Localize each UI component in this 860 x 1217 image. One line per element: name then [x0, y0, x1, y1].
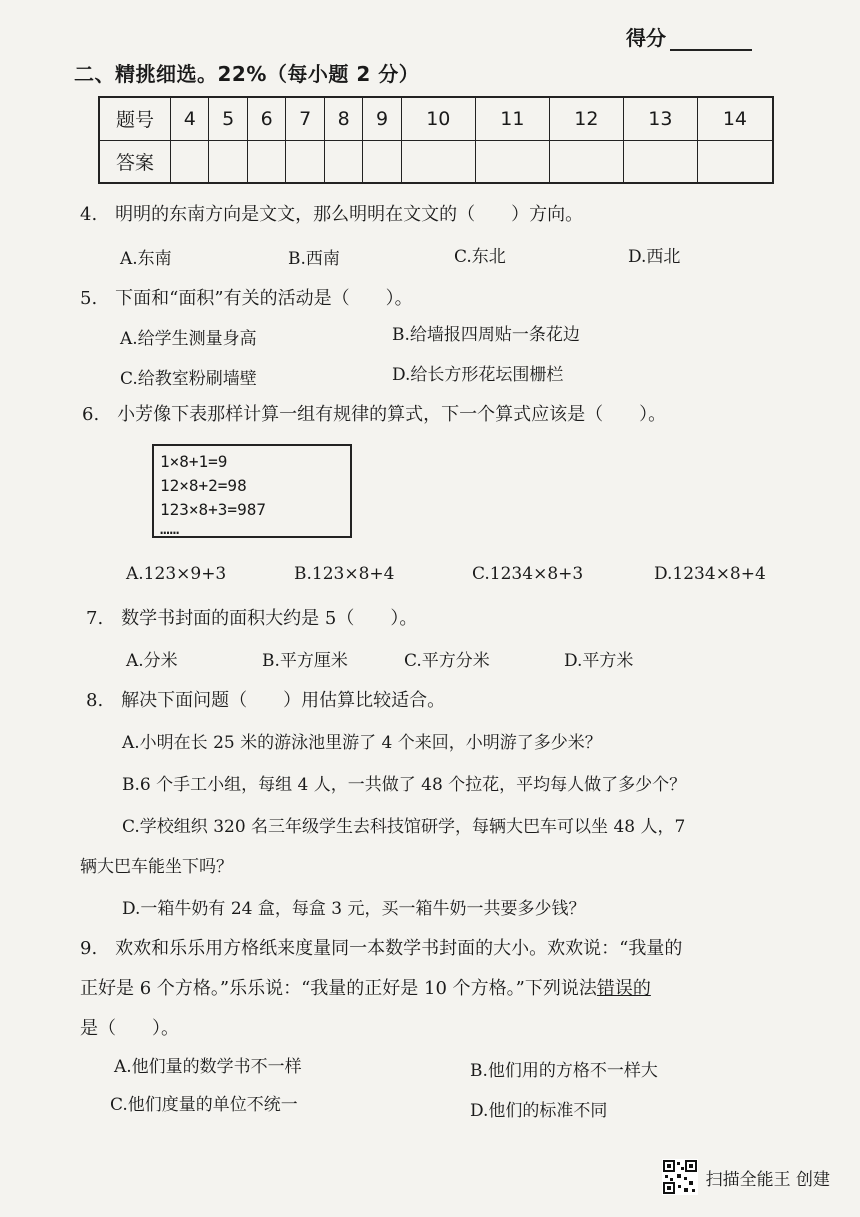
table-cell: 5: [209, 97, 247, 140]
answer-cell[interactable]: [171, 140, 209, 183]
option-b[interactable]: B.他们用的方格不一样大: [470, 1061, 658, 1081]
question-4: 4. 明明的东南方向是文文，那么明明在文文的（ ）方向。: [80, 204, 584, 225]
table-cell: 14: [697, 97, 773, 140]
answer-cell[interactable]: [324, 140, 362, 183]
option-d[interactable]: D.给长方形花坛围栅栏: [392, 365, 564, 385]
answer-cell[interactable]: [286, 140, 324, 183]
answer-cell[interactable]: [697, 140, 773, 183]
table-cell: 12: [549, 97, 623, 140]
question-9-line: 是（ ）。: [80, 1018, 179, 1039]
table-row: [99, 97, 773, 140]
option-c-continued: 辆大巴车能坐下吗？: [80, 857, 233, 877]
answer-cell[interactable]: [623, 140, 697, 183]
option-a[interactable]: A.给学生测量身高: [120, 329, 257, 349]
option-d[interactable]: D.平方米: [564, 651, 634, 671]
formula-line: ……: [160, 519, 180, 538]
option-c[interactable]: C.平方分米: [404, 651, 490, 671]
option-a[interactable]: A.分米: [126, 651, 178, 671]
scanner-watermark: [662, 1159, 830, 1195]
table-cell: 8: [324, 97, 362, 140]
answer-cell[interactable]: [209, 140, 247, 183]
formula-line: 123×8+3=987: [160, 500, 266, 519]
table-cell: 6: [247, 97, 285, 140]
watermark-text: 扫描全能王 创建: [705, 1169, 830, 1190]
option-c[interactable]: C.给教室粉刷墙壁: [120, 369, 257, 389]
table-cell: 9: [363, 97, 401, 140]
option-c[interactable]: C.学校组织 320 名三年级学生去科技馆研学，每辆大巴车可以坐 48 人，7: [122, 817, 686, 837]
question-9: 9. 欢欢和乐乐用方格纸来度量同一本数学书封面的大小。欢欢说：“我量的: [80, 938, 683, 959]
table-cell: 13: [623, 97, 697, 140]
option-a[interactable]: A.小明在长 25 米的游泳池里游了 4 个来回，小明游了多少米？: [122, 733, 602, 753]
option-d[interactable]: D.他们的标准不同: [470, 1101, 608, 1121]
question-5: 5. 下面和“面积”有关的活动是（ ）。: [80, 288, 413, 309]
table-cell: 题号: [99, 97, 171, 140]
answer-cell[interactable]: [401, 140, 475, 183]
option-d[interactable]: D.一箱牛奶有 24 盒，每盒 3 元，买一箱牛奶一共要多少钱？: [122, 899, 586, 919]
question-9-line: 正好是 6 个方格。”乐乐说：“我量的正好是 10 个方格。”下列说法错误的: [80, 978, 651, 999]
formula-line: 12×8+2=98: [160, 476, 247, 495]
answer-cell[interactable]: [247, 140, 285, 183]
answer-cell[interactable]: [475, 140, 549, 183]
option-c[interactable]: C.他们度量的单位不统一: [110, 1095, 298, 1115]
table-row: [99, 140, 773, 183]
answer-table: [98, 96, 774, 184]
table-cell: 7: [286, 97, 324, 140]
question-7: 7. 数学书封面的面积大约是 5（ ）。: [86, 608, 418, 629]
option-a[interactable]: A.他们量的数学书不一样: [114, 1057, 302, 1077]
option-b[interactable]: B.6 个手工小组，每组 4 人，一共做了 48 个拉花，平均每人做了多少个？: [122, 775, 687, 795]
option-b[interactable]: B.平方厘米: [262, 651, 348, 671]
table-cell: 10: [401, 97, 475, 140]
table-cell: 4: [171, 97, 209, 140]
option-a[interactable]: A.123×9+3: [126, 564, 227, 584]
qr-code-icon: [662, 1159, 698, 1195]
option-a[interactable]: A.东南: [120, 249, 172, 269]
question-6: 6. 小芳像下表那样计算一组有规律的算式，下一个算式应该是（ ）。: [82, 404, 667, 425]
option-c[interactable]: C.1234×8+3: [472, 564, 584, 584]
section-title: 二、精挑细选。22%（每小题 2 分）: [74, 62, 420, 86]
emphasis-text: 错误的: [596, 978, 651, 999]
option-d[interactable]: D.西北: [628, 247, 681, 267]
option-b[interactable]: B.给墙报四周贴一条花边: [392, 325, 580, 345]
answer-cell[interactable]: [363, 140, 401, 183]
option-c[interactable]: C.东北: [454, 247, 506, 267]
formula-line: 1×8+1=9: [160, 452, 228, 471]
score-label: 得分: [626, 22, 752, 51]
question-8: 8. 解决下面问题（ ）用估算比较适合。: [86, 690, 446, 711]
formula-box: [152, 444, 352, 538]
answer-cell[interactable]: [549, 140, 623, 183]
option-b[interactable]: B.西南: [288, 249, 340, 269]
option-b[interactable]: B.123×8+4: [294, 564, 395, 584]
option-d[interactable]: D.1234×8+4: [654, 564, 766, 584]
table-cell: 11: [475, 97, 549, 140]
table-cell: 答案: [99, 140, 171, 183]
